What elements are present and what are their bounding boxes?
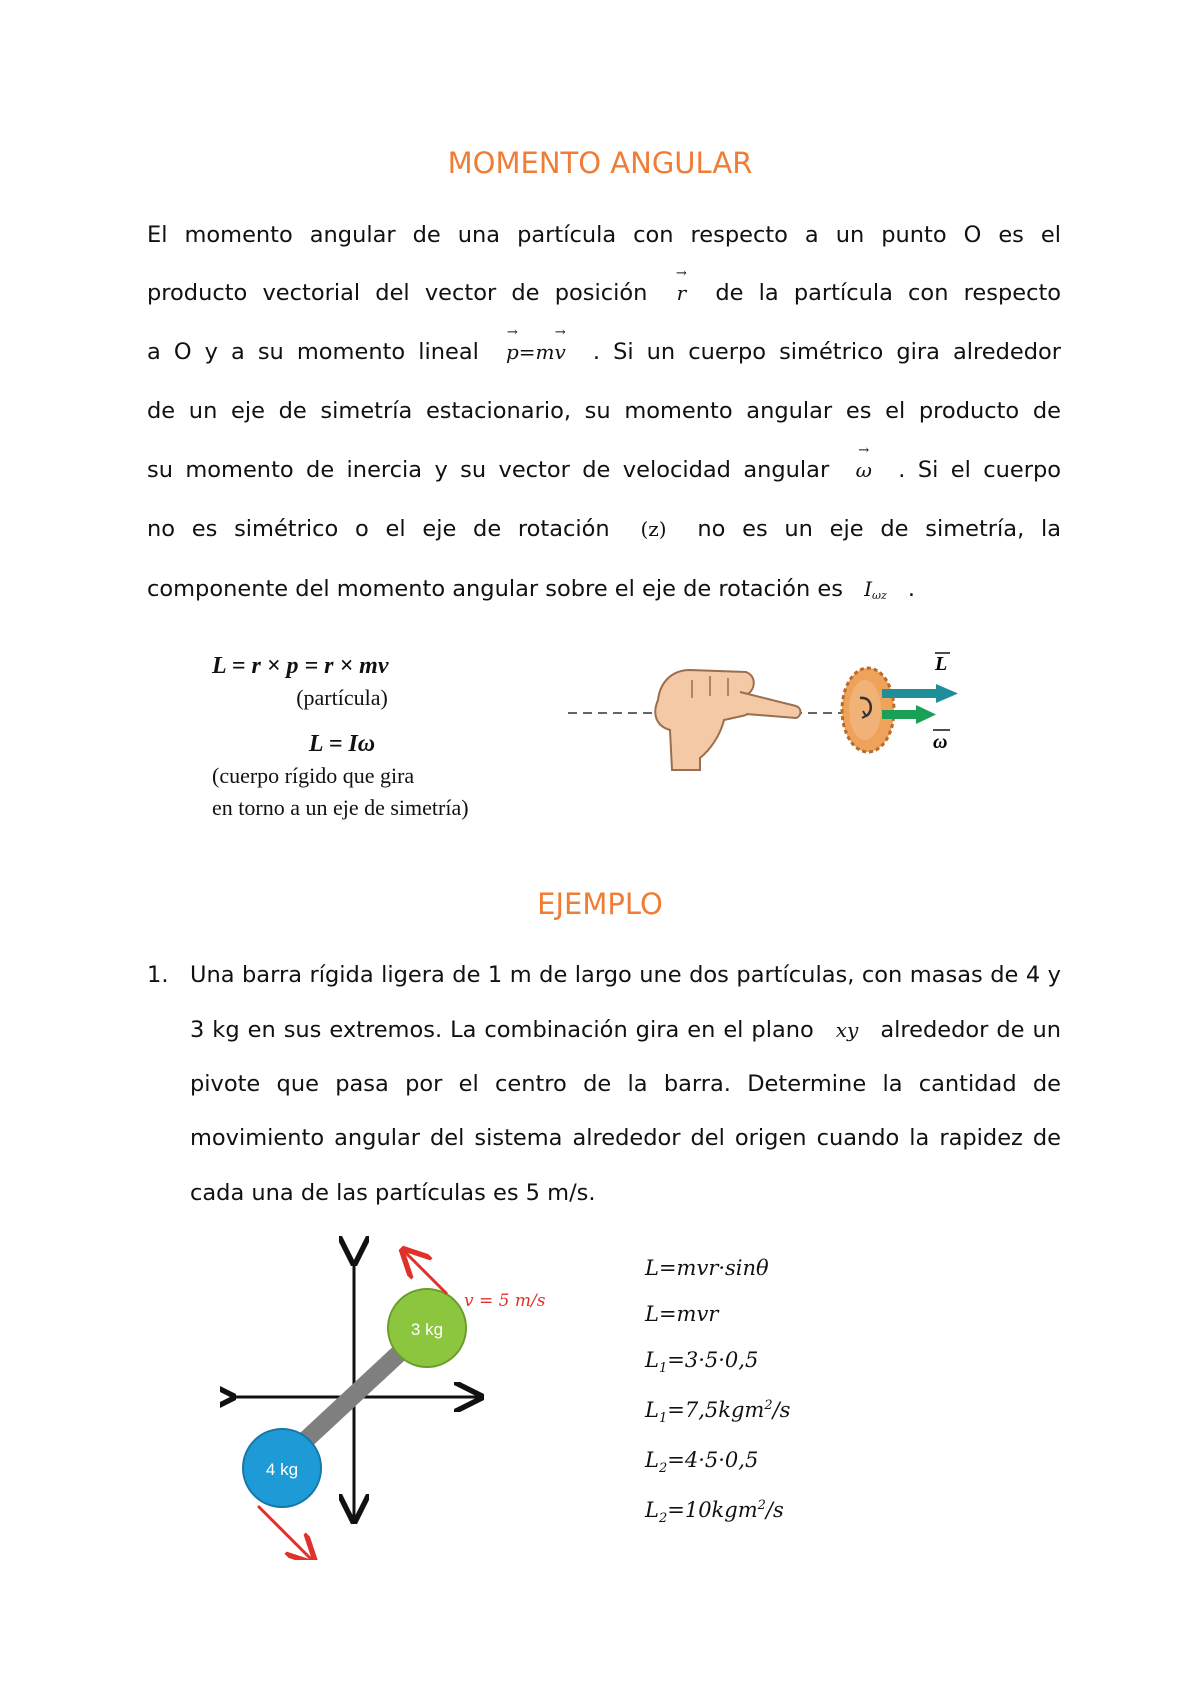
example-line-3: pivote que pasa por el centro de la barra. Determine la cantidad de bbox=[190, 1071, 1061, 1097]
example-number: 1. bbox=[147, 962, 169, 988]
example-title: EJEMPLO bbox=[537, 887, 663, 921]
rigid-body-note-2: en torno a un eje de simetría) bbox=[212, 795, 469, 820]
intro-line-5-text-b: . Si el cuerpo bbox=[898, 457, 1062, 483]
linear-momentum-math bbox=[492, 340, 580, 364]
position-vector-math bbox=[663, 281, 701, 305]
velocity-arrow-top bbox=[405, 1252, 447, 1294]
calc-line-6-tail: /s bbox=[765, 1498, 784, 1522]
intro-line-3 bbox=[147, 339, 1061, 365]
intro-line-4: de un eje de simetría estacionario, su momento angular es el producto de bbox=[147, 398, 1061, 424]
rotation-axis-math: (z) bbox=[640, 517, 667, 541]
example-line-5: cada una de las partículas es 5 m/s. bbox=[190, 1180, 596, 1206]
calc-line-6-symbol: L bbox=[645, 1498, 659, 1522]
intro-line-7-text-b: . bbox=[907, 576, 916, 602]
calc-line-6-sub: 2 bbox=[658, 1511, 668, 1527]
velocity-arrow-bottom bbox=[258, 1506, 312, 1560]
intro-line-7 bbox=[147, 576, 1061, 602]
intro-line-5 bbox=[147, 457, 1061, 483]
velocity-label: v = 5 m/s bbox=[464, 1291, 546, 1311]
omega-vector-symbol: → ω bbox=[856, 458, 872, 482]
intro-line-1: El momento angular de una partícula con respecto a un punto O es el bbox=[147, 222, 1061, 248]
label-omega: ω bbox=[933, 731, 948, 753]
plane-xy-math: xy bbox=[835, 1018, 859, 1042]
intro-line-6-text-a: no es simétrico o el eje de rotación bbox=[147, 516, 610, 542]
angular-velocity-math bbox=[842, 458, 886, 482]
calc-line-5 bbox=[645, 1448, 758, 1476]
calc-line-5-sub: 2 bbox=[658, 1461, 668, 1477]
example-line-2 bbox=[190, 1017, 1061, 1043]
calc-line-3-expr: =3·5·0,5 bbox=[667, 1348, 759, 1372]
calc-line-3-symbol: L bbox=[645, 1348, 659, 1372]
particle-note: (partícula) bbox=[296, 685, 388, 710]
page-title: MOMENTO ANGULAR bbox=[447, 146, 753, 180]
calc-line-3 bbox=[645, 1348, 758, 1376]
momentum-vector-symbol: → p bbox=[506, 340, 519, 364]
intro-line-5-text-a: su momento de inercia y su vector de velocidad angular bbox=[147, 457, 830, 483]
calc-line-3-sub: 1 bbox=[658, 1361, 668, 1377]
position-vector-symbol: → r bbox=[677, 281, 687, 305]
inertia-symbol: I bbox=[864, 577, 872, 601]
particle-formula: L = r × p = r × mv bbox=[212, 653, 389, 679]
calc-line-1: L=mvr·sinθ bbox=[645, 1256, 769, 1280]
inertia-subscript: ωz bbox=[871, 589, 887, 602]
calc-line-4-sub: 1 bbox=[658, 1411, 668, 1427]
intro-line-3-text-a: a O y a su momento lineal bbox=[147, 339, 479, 365]
intro-line-7-text-a: componente del momento angular sobre el eje de rotación es bbox=[147, 576, 843, 602]
intro-line-6-text-b: no es un eje de simetría, la bbox=[697, 516, 1062, 542]
label-L: L bbox=[935, 653, 948, 675]
example-line-4: movimiento angular del sistema alrededor del origen cuando la rapidez de bbox=[190, 1125, 1061, 1151]
inertia-component-math bbox=[850, 577, 901, 602]
calc-line-4-sup: 2 bbox=[764, 1398, 773, 1413]
calc-line-6-expr: =10kgm bbox=[667, 1498, 758, 1522]
intro-line-2 bbox=[147, 280, 1061, 306]
calc-line-5-symbol: L bbox=[645, 1448, 659, 1472]
intro-line-6 bbox=[147, 516, 1061, 542]
momentum-eq-symbol: =m bbox=[518, 340, 555, 364]
intro-line-2-text-a: producto vectorial del vector de posición bbox=[147, 280, 648, 306]
calc-line-4-expr: =7,5kgm bbox=[667, 1398, 765, 1422]
velocity-vector-symbol: → v bbox=[554, 340, 565, 364]
formula-figure bbox=[212, 650, 532, 824]
example-line-2-text-a: 3 kg en sus extremos. La combinación gira en el plano bbox=[190, 1017, 814, 1043]
calc-line-6 bbox=[645, 1498, 784, 1526]
intro-line-3-text-b: . Si un cuerpo simétrico gira alrededor bbox=[592, 339, 1062, 365]
calc-line-4 bbox=[645, 1398, 790, 1426]
rigid-body-formula: L = Iω bbox=[308, 731, 376, 757]
intro-line-2-text-b: de la partícula con respecto bbox=[715, 280, 1062, 306]
hand-icon bbox=[655, 670, 800, 770]
example-line-1: Una barra rígida ligera de 1 m de largo une dos partículas, con masas de 4 y bbox=[190, 962, 1061, 988]
calc-line-6-sup: 2 bbox=[757, 1498, 766, 1513]
rigid-body-note-1: (cuerpo rígido que gira bbox=[212, 763, 415, 788]
example-line-2-text-b: alrededor de un bbox=[880, 1017, 1062, 1043]
calc-line-4-symbol: L bbox=[645, 1398, 659, 1422]
right-hand-rule-illustration bbox=[560, 640, 990, 800]
calc-line-2: L=mvr bbox=[645, 1302, 719, 1326]
calc-line-4-tail: /s bbox=[772, 1398, 791, 1422]
mass-3kg-label: 3 kg bbox=[410, 1320, 444, 1339]
calc-line-5-expr: =4·5·0,5 bbox=[667, 1448, 759, 1472]
dumbbell-diagram bbox=[220, 1230, 580, 1560]
mass-4kg-label: 4 kg bbox=[265, 1460, 299, 1479]
